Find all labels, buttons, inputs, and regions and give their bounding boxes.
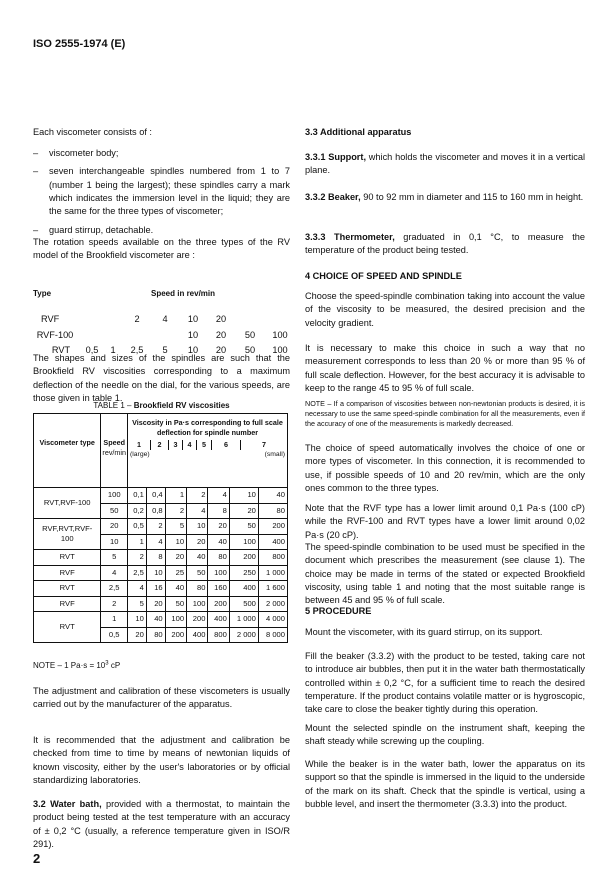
viscosity-cell: 4 000 [258,612,287,628]
speed-value: 20 [215,329,227,340]
viscometer-type-cell: RVF [34,596,101,612]
viscosity-cell: 8 [146,550,165,566]
section-4-heading: 4 CHOICE OF SPEED AND SPINDLE [305,271,462,281]
viscosity-cell: 0,1 [128,488,147,504]
viscosity-cell: 2,5 [128,565,147,581]
speed-table [33,287,290,357]
viscometer-type-cell: RVF,RVT,RVF-100 [34,519,101,550]
viscosity-cell: 200 [208,596,229,612]
viscosity-cell: 8 [208,503,229,519]
viscosity-cell: 2 [187,488,208,504]
viscosity-cell: 5 [165,519,186,535]
speeds-intro: The rotation speeds available on the three types of the RV model of the Brookfield viscometer are : [33,237,290,261]
viscosity-cell: 0,5 [128,519,147,535]
viscosity-cell: 40 [258,488,287,504]
viscosity-cell: 500 [229,596,258,612]
viscosity-cell: 400 [187,627,208,643]
section-5-para-4: While the beaker is in the water bath, lower the apparatus on its support so that the spindle is immersed in the liquid to the underside of the mark on its shaft. Check that the spindle is vertical, using a bubble level, and insert the thermometer (3.3.3) into the product. [305,759,585,809]
section-5-para-3: Mount the selected spindle on the instrument shaft, keeping the shaft steady while screwing up the coupling. [305,723,585,747]
speed-cell: 2,5 [101,581,128,597]
viscosity-cell: 10 [128,612,147,628]
speed-value: 5 [162,344,168,355]
viscosity-cell: 40 [165,581,186,597]
viscosity-cell: 40 [187,550,208,566]
speed-value [235,313,265,326]
viscosity-cell: 0,2 [128,503,147,519]
viscosity-cell: 50 [165,596,186,612]
viscosity-cell: 50 [229,519,258,535]
viscosity-cell: 800 [258,550,287,566]
speed-type-label: RVT [51,344,71,355]
viscosity-cell: 10 [187,519,208,535]
viscosity-cell: 400 [208,612,229,628]
viscosity-cell: 160 [208,581,229,597]
table-row [34,596,288,612]
viscosity-cell: 200 [258,519,287,535]
viscosity-cell: 200 [165,627,186,643]
section-3-2: 3.2 Water bath, provided with a thermostat, to maintain the product being tested at the test temperature with an accuracy of ± 0,2 °C (usually, a reference temperature given in ISO/R 291). [33,799,290,849]
viscosity-cell: 20 [229,503,258,519]
viscosity-cell: 20 [146,596,165,612]
table-row [34,488,288,504]
list-item: – viscometer body; [33,148,119,158]
viscosity-cell: 40 [208,534,229,550]
header-viscosity: Viscosity in Pa·s corresponding to full scale deflection for spindle number 1 2 3 4 5 6 7 (large) (small) [128,414,288,488]
speed-value: 10 [187,314,199,325]
viscosity-cell: 10 [229,488,258,504]
table1-note: NOTE – 1 $Pa\cdot s = 10^3$ cP [33,660,121,670]
list-item: – seven interchangeable spindles numbered from 1 to 7 (number 1 being the largest); these spindles carry a mark which indicates the immersion level in the liquid; they are the same for the three types of viscometer; [33,166,290,217]
speed-cell: 10 [101,534,128,550]
intro-text: Each viscometer consists of : [33,127,152,137]
viscosity-cell: 100 [208,565,229,581]
section-3-3-heading: 3.3 Additional apparatus [305,127,412,137]
viscosity-cell: 250 [229,565,258,581]
large-label: (large) [130,451,150,458]
section-5-para-2: Fill the beaker (3.3.2) with the product to be tested, taking care not to introduce air bubbles, then put it in the water bath thermostatically controlled within ± 0,2 °C, for a sufficient time to reach the desired temperature. If the product contains volatile matter or is hygroscopic, take care to close the beaker tightly during this operation. [305,651,585,715]
section-4-para-1: Choose the speed-spindle combination taking into account the value of the viscosity to be measured, the desired precision and the velocity gradient. [305,291,585,328]
speed-value [81,329,103,342]
speed-cell: 4 [101,565,128,581]
viscometer-type-cell: RVT [34,612,101,643]
speed-cell: 100 [101,488,128,504]
viscosity-cell: 1 000 [258,565,287,581]
section-3-3-3: 3.3.3 Thermometer, graduated in 0,1 °C, to measure the temperature of the product being tested. [305,232,585,256]
adjustment-paragraph: The adjustment and calibration of these viscometers is usually carried out by the manufacturer of the apparatus. [33,686,290,710]
table-row [34,612,288,628]
table1-caption: TABLE 1 – Brookfield RV viscosities [93,401,230,410]
speed-cell: 5 [101,550,128,566]
viscosity-cell: 80 [208,550,229,566]
speed-value [81,313,103,326]
viscosity-cell: 25 [165,565,186,581]
section-5-para-1: Mount the viscometer, with its guard stirrup, on its support. [305,627,543,637]
speed-cell: 50 [101,503,128,519]
section-4-para-5: The speed-spindle combination to be used must be specified in the document which prescribes the measurement (see clause 1). The choice may be made in terms of the stated or expected Brookfield viscosity, using table 1 and noting that the most suitable range is between 45 and 95 % of full scale. [305,542,585,606]
speed-value: 20 [215,344,227,355]
speed-table-type-header: Type [33,289,52,298]
viscosity-cell: 20 [208,519,229,535]
viscosity-cell: 200 [187,612,208,628]
speed-cell: 20 [101,519,128,535]
viscosity-cell: 100 [187,596,208,612]
table-row [34,519,288,535]
viscosity-cell: 10 [146,565,165,581]
section-4-para-3: The choice of speed automatically involves the choice of one or more types of viscometer. In this connection, it is recommended to use, if possible speeds of 10 and 20 rev/min, which are the only ones common to the three types. [305,443,585,493]
list-item: – guard stirrup, detachable. [33,225,154,236]
speed-value: 50 [244,344,256,355]
table1 [33,413,288,643]
small-label: (small) [264,451,285,458]
viscosity-cell: 8 000 [258,627,287,643]
speed-cell: 2 [101,596,128,612]
spindle-number-header: 5 [196,440,211,450]
speed-type-label: RVF [41,314,60,325]
viscosity-cell: 16 [146,581,165,597]
section-4-para-2: It is necessary to make this choice in such a way that no measurement corresponds to less than 20 % or more than 95 % of full scale deflection. However, for the best accuracy it is advisable to keep to the range 45 to 95 % of full scale. [305,343,585,393]
speed-value: 0,5 [85,344,99,355]
viscosity-cell: 800 [208,627,229,643]
viscosity-cell: 2 [146,519,165,535]
speed-value: 10 [187,344,199,355]
speed-value: 50 [244,329,256,340]
speed-table-speed-header: Speed in rev/min [151,289,216,298]
viscosity-cell: 4 [187,503,208,519]
viscosity-cell: 1 [165,488,186,504]
viscometer-type-cell: RVT,RVF-100 [34,488,101,519]
viscosity-cell: 80 [258,503,287,519]
viscosity-cell: 10 [165,534,186,550]
table-row [34,550,288,566]
speed-value [103,313,123,326]
viscosity-cell: 2 000 [229,627,258,643]
viscosity-cell: 50 [187,565,208,581]
viscosity-cell: 0,8 [146,503,165,519]
speed-value: 10 [187,329,199,340]
viscosity-cell: 4 [208,488,229,504]
viscosity-cell: 100 [229,534,258,550]
header-viscometer-type: Viscometer type [34,414,101,488]
viscosity-cell: 1 600 [258,581,287,597]
viscosity-cell: 4 [146,534,165,550]
speed-value: 20 [215,314,227,325]
viscosity-cell: 5 [128,596,147,612]
shapes-paragraph: The shapes and sizes of the spindles are such that the Brookfield RV viscosities corresponding to a maximum deflection of the needle on the dial, for the various speeds, are those given in table 1. [33,353,290,403]
viscosity-cell: 2 000 [258,596,287,612]
spindle-number-header: 4 [182,440,196,450]
section-3-3-1: 3.3.1 Support, which holds the viscometer and moves it in a vertical plane. [305,152,585,176]
speed-table-rows [33,313,290,357]
viscosity-cell: 40 [146,612,165,628]
spindle-number-header: 6 [211,440,240,450]
speed-cell: 1 [101,612,128,628]
speed-value [265,313,295,326]
viscosity-cell: 400 [258,534,287,550]
viscosity-cell: 80 [187,581,208,597]
page-number: 2 [33,851,41,866]
spindle-number-header: 7 [240,440,287,450]
viscosity-cell: 0,4 [146,488,165,504]
table-row [34,565,288,581]
header-speed: Speed rev/min [101,414,128,488]
viscometer-type-cell: RVT [34,581,101,597]
recommendation-paragraph: It is recommended that the adjustment and calibration be checked from time to time by means of newtonian liquids of known viscosity, either by the user's laboratories or by official standardizing laboratories. [33,735,290,785]
speed-value [123,329,151,342]
document-header: ISO 2555-1974 (E) [33,38,126,50]
spindle-number-header: 1 [137,440,141,449]
spindle-number-header: 3 [168,440,182,450]
speed-value: 2 [134,314,140,325]
viscosity-cell: 80 [146,627,165,643]
speed-value: 100 [272,344,288,355]
viscosity-cell: 1 000 [229,612,258,628]
viscometer-type-cell: RVF [34,565,101,581]
speed-value [151,329,179,342]
viscosity-cell: 2 [165,503,186,519]
speed-value: 2,5 [130,344,144,355]
viscosity-cell: 4 [128,581,147,597]
section-3-3-2: 3.3.2 Beaker, 90 to 92 mm in diameter and 115 to 160 mm in height. [305,192,584,202]
component-list [33,147,290,238]
viscosity-cell: 20 [128,627,147,643]
section-5-heading: 5 PROCEDURE [305,606,372,616]
viscosity-cell: 2 [128,550,147,566]
viscosity-cell: 1 [128,534,147,550]
viscosity-cell: 400 [229,581,258,597]
speed-value: 4 [162,314,168,325]
speed-value [103,329,123,342]
speed-type-label: RVF-100 [36,329,74,340]
viscometer-type-cell: RVT [34,550,101,566]
viscosity-cell: 20 [187,534,208,550]
viscosity-cell: 20 [165,550,186,566]
section-4-para-4: Note that the RVF type has a lower limit around 0,1 Pa·s (100 cP) while the RVF-100 and RVT types have a lower limit around 0,02 Pa·s (20 cP). [305,503,585,540]
viscosity-cell: 200 [229,550,258,566]
speed-value: 1 [110,344,116,355]
speed-value: 100 [272,329,288,340]
section-4-note: NOTE – If a comparison of viscosities between non-newtonian products is desired, it is necessary to use the same speed-spindle combination for all the measurements, even if the accuracy of one of the measurements is markedly decreased. [305,399,585,428]
viscosity-cell: 100 [165,612,186,628]
speed-cell: 0,5 [101,627,128,643]
table-row [34,581,288,597]
spindle-number-header: 2 [150,440,168,450]
